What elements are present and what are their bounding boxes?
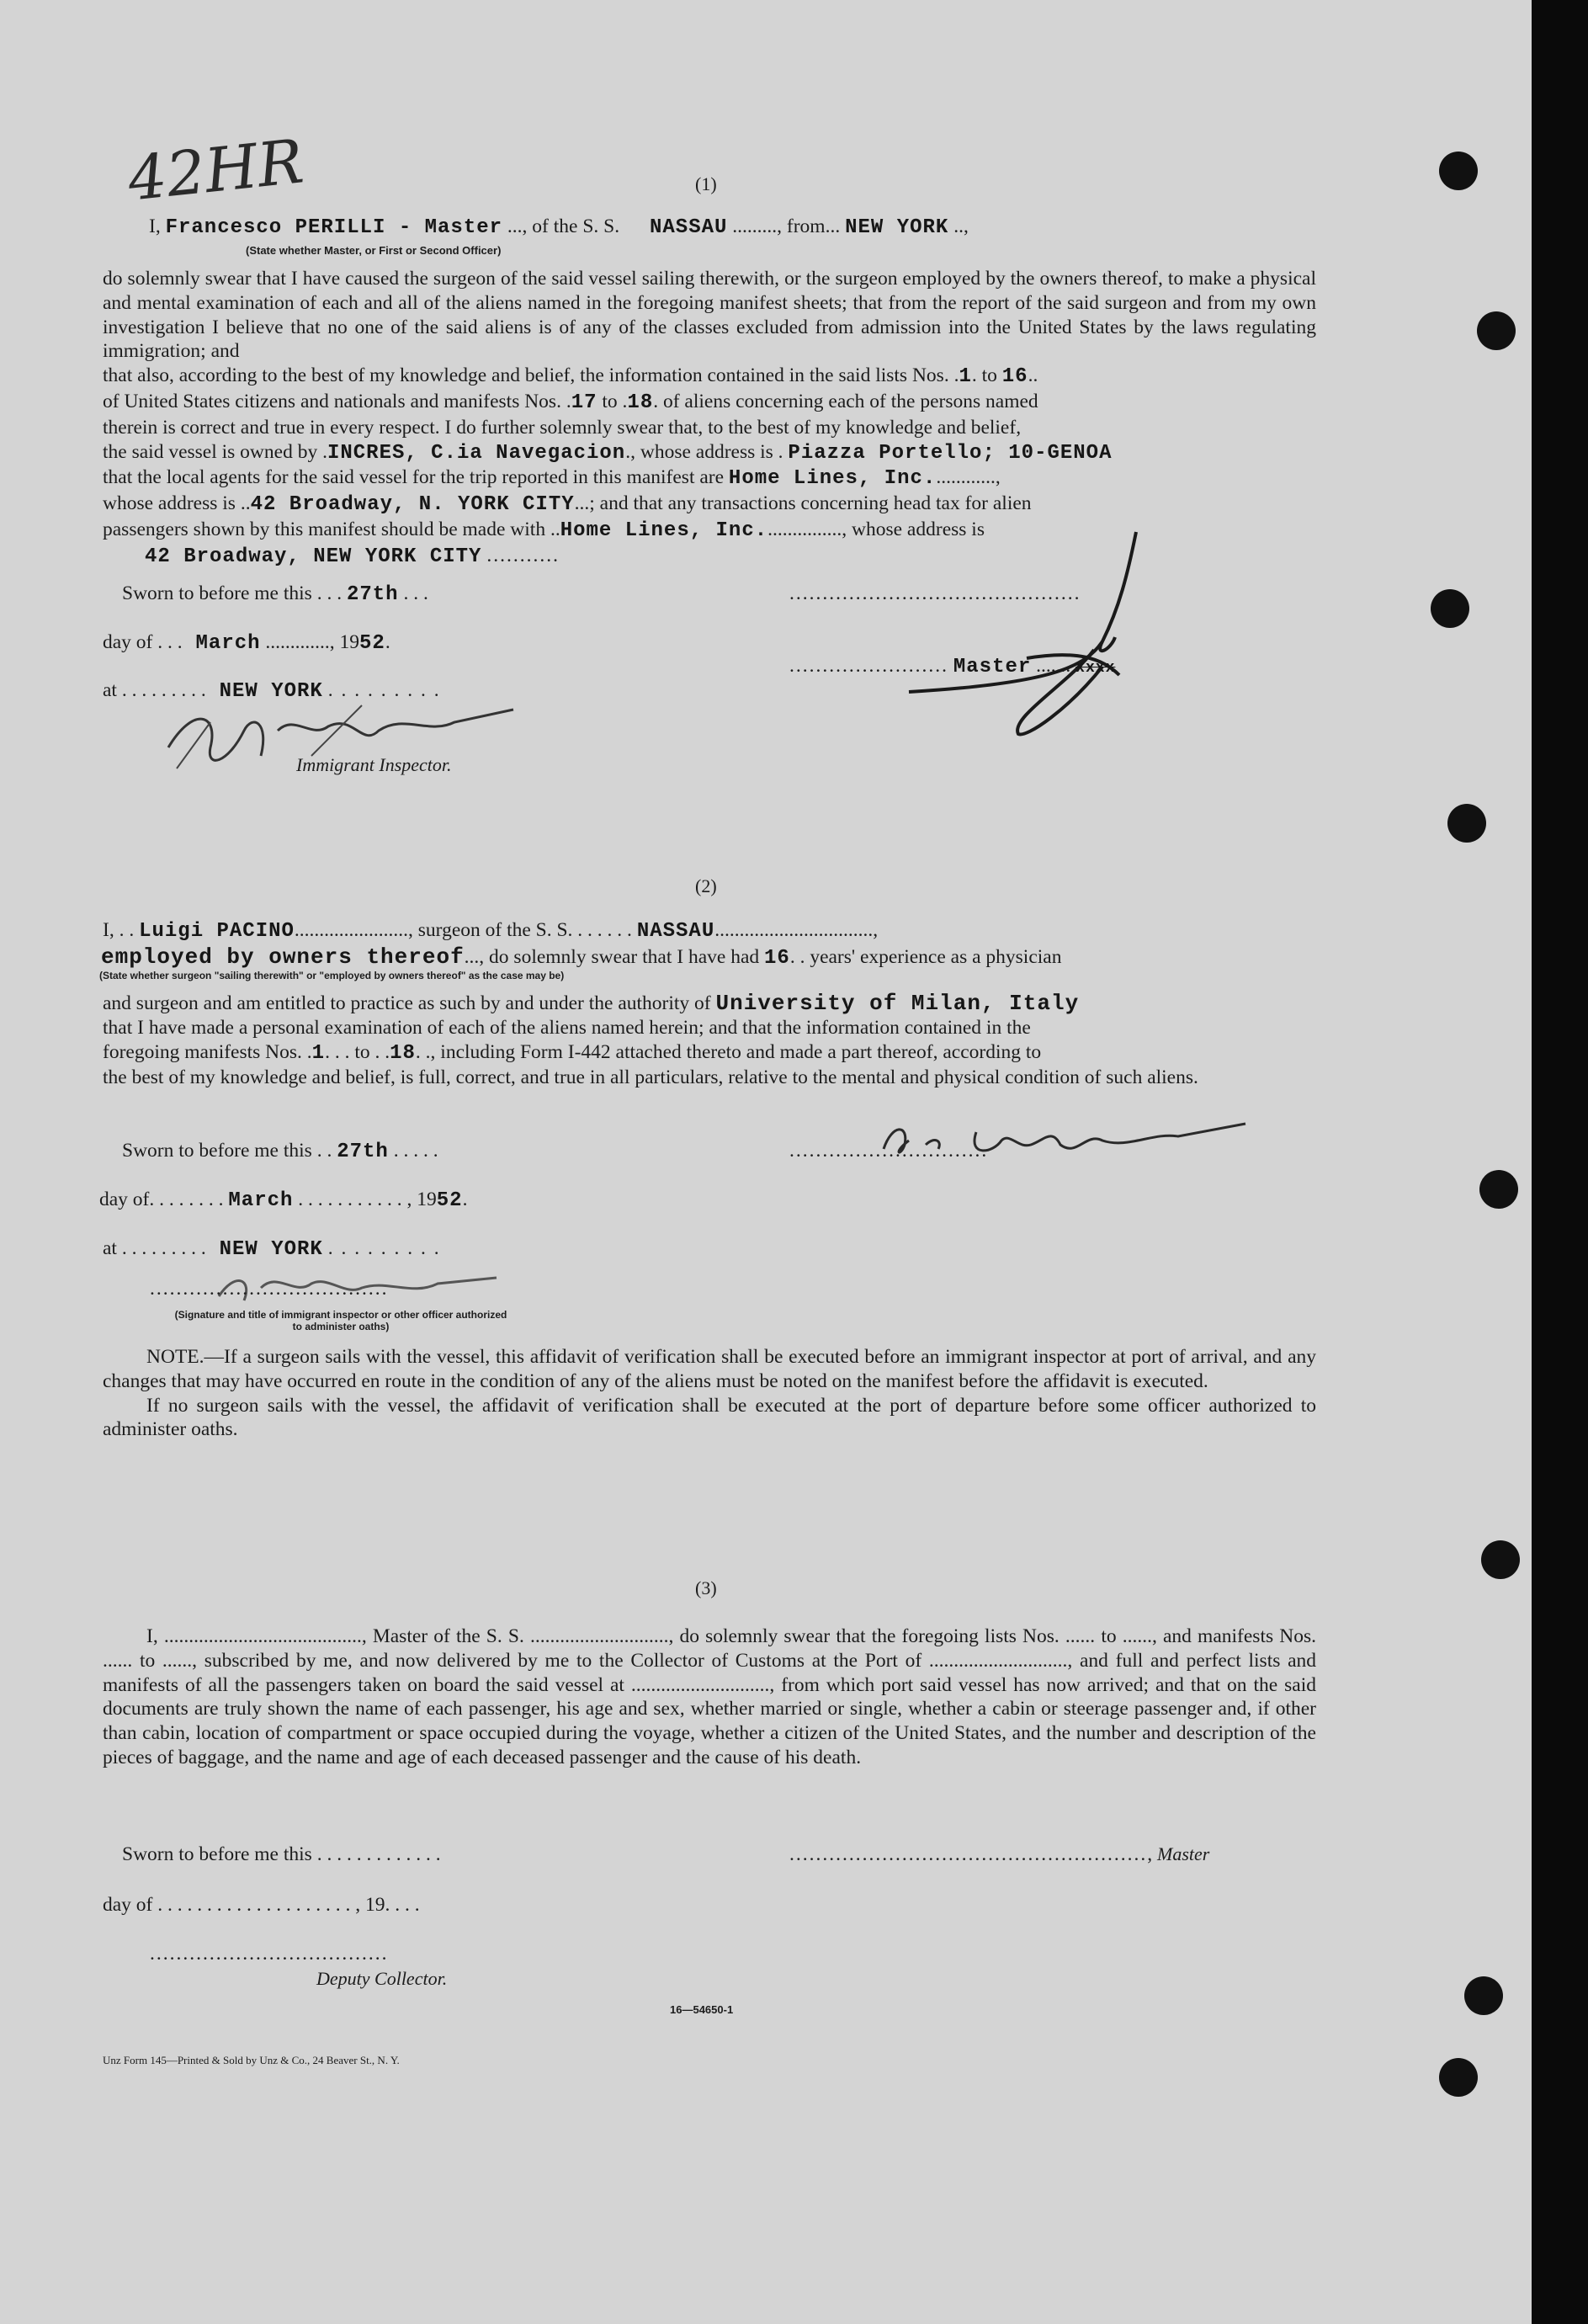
at-line-1: at . . . . . . . . . NEW YORK . . . . . . . . . bbox=[103, 679, 441, 703]
at-line-2: at . . . . . . . . . NEW YORK . . . . . . . . . bbox=[103, 1237, 441, 1261]
authority: University of Milan, Italy bbox=[715, 991, 1080, 1016]
head-tax-line: passengers shown by this manifest should be made with ..Home Lines, Inc................, whose address is bbox=[103, 518, 985, 542]
master-sig-line: ........................ Master ....... xxxx bbox=[789, 655, 1116, 678]
month-2: March bbox=[228, 1189, 294, 1212]
section-3-body bbox=[103, 1625, 1316, 1770]
binder-hole bbox=[1439, 2058, 1478, 2097]
binder-hole bbox=[1431, 589, 1469, 628]
section-2-number: (2) bbox=[695, 875, 717, 896]
place-2: NEW YORK bbox=[219, 1238, 323, 1261]
collector-paragraph: I, ........................................, Master of the S. S. ............................, do solemnly swear that the foregoing lists Nos. ...... to ......, and manifests Nos. ...... to ......, subscribed by me, and now delivered by me to the Collector of Customs at the Port of ............................, and full and perfect lists and manifests of all the passengers taken on board the said vessel at ............................, from which port said vessel has now arrived; and that on the said documents are truly shown the name of each passenger, his age and sex, whether married or single, whether a cabin or steerage passenger and, if other than cabin, location of compartment or space occupied during the voyage, whether a citizen of the United States, and the number and description of the pieces of baggage, and the name and age of each deceased passenger and the cause of his death. bbox=[103, 1625, 1316, 1768]
manifests-to-2: 18 bbox=[390, 1041, 416, 1065]
employment-line: employed by owners thereof..., do solemnly swear that I have had 16. . years' experience as a physician bbox=[101, 944, 1062, 970]
from-port: NEW YORK bbox=[845, 216, 949, 239]
prefix: I, bbox=[149, 215, 161, 237]
knowledge-paragraph: the best of my knowledge and belief, is full, correct, and true in all particulars, relative to the mental and physical condition of such aliens. bbox=[103, 1066, 1198, 1089]
examination-line: that I have made a personal examination of each of the aliens named herein; and that the information contained in the bbox=[103, 1016, 1031, 1039]
section-3-number: (3) bbox=[695, 1577, 717, 1598]
sworn-day: 27th bbox=[346, 583, 399, 606]
place: NEW YORK bbox=[219, 680, 323, 703]
day-of-line-3: day of . . . . . . . . . . . . . . . . . . . . , 19. . . . bbox=[103, 1894, 420, 1916]
binder-hole bbox=[1481, 1540, 1520, 1579]
master-caption-3: Master bbox=[1157, 1843, 1210, 1864]
binder-hole bbox=[1447, 804, 1486, 843]
final-address: 42 Broadway, NEW YORK CITY bbox=[145, 545, 482, 568]
agents-line: that the local agents for the said vessel for the trip reported in this manifest are Home Lines, Inc............., bbox=[103, 466, 1001, 491]
master-oath-line bbox=[149, 215, 969, 239]
manifests-from: 17 bbox=[571, 391, 597, 414]
note-paragraph-2: If no surgeon sails with the vessel, the affidavit of verification shall be executed at the port of departure before some officer authorized to administer oaths. bbox=[103, 1394, 1316, 1441]
form-code: 16—54650-1 bbox=[670, 2003, 734, 2016]
agents-address: 42 Broadway, N. YORK CITY bbox=[250, 493, 575, 517]
final-address-line: 42 Broadway, NEW YORK CITY ........... bbox=[145, 544, 560, 568]
authority-line: and surgeon and am entitled to practice as such by and under the authority of University of Milan, Italy bbox=[103, 991, 1080, 1016]
collector-caption: Deputy Collector. bbox=[316, 1968, 448, 1989]
binder-hole bbox=[1464, 1976, 1503, 2015]
year-2: 52 bbox=[436, 1189, 463, 1212]
owner-name: INCRES, C.ia Navegacion bbox=[327, 441, 626, 465]
note-paragraph-1: NOTE.—If a surgeon sails with the vessel, this affidavit of verification shall be executed before an immigrant inspector at port of arrival, and any changes that may have occurred en route in the condition of any of the aliens must be noted on the manifest before the affidavit is executed. bbox=[103, 1346, 1316, 1392]
owner-address: Piazza Portello; 10-GENOA bbox=[788, 441, 1113, 465]
sworn-line-2: Sworn to before me this . . 27th . . . . . bbox=[122, 1140, 438, 1163]
manifests-line-2: foregoing manifests Nos. .1. . . to . .18. ., including Form I-442 attached thereto and made a part thereof, according to bbox=[103, 1040, 1042, 1065]
lists-line: that also, according to the best of my knowledge and belief, the information contained in the said lists Nos. .1. to 16.. bbox=[103, 364, 1038, 389]
master-name: Francesco PERILLI - Master bbox=[165, 216, 503, 239]
lists-to: 16 bbox=[1001, 365, 1028, 389]
year: 52 bbox=[359, 632, 385, 655]
agents-name: Home Lines, Inc. bbox=[728, 467, 937, 491]
master-signature bbox=[900, 524, 1187, 742]
section-2-note bbox=[103, 1345, 1316, 1442]
surgeon-sig-line: .............................. bbox=[789, 1140, 989, 1162]
binder-hole bbox=[1477, 311, 1516, 350]
line-end: .., bbox=[953, 215, 969, 237]
struck-out-title: xxxx bbox=[1075, 660, 1116, 677]
manifests-line: of United States citizens and nationals and manifests Nos. .17 to .18. of aliens concerning each of the persons named bbox=[103, 390, 1038, 414]
month: March bbox=[195, 632, 261, 655]
owner-line: the said vessel is owned by .INCRES, C.ia Navegacion., whose address is . Piazza Portello; 10-GENOA bbox=[103, 440, 1113, 465]
binder-hole bbox=[1479, 1170, 1518, 1209]
from-label: ........., from... bbox=[732, 215, 841, 237]
collector-sig-line: .................................... bbox=[150, 1943, 389, 1965]
employment-status: employed by owners thereof bbox=[101, 944, 465, 970]
sworn-day-2: 27th bbox=[337, 1141, 389, 1163]
binder-hole bbox=[1439, 152, 1478, 190]
master-line-3: ......................................................, Master bbox=[789, 1843, 1210, 1865]
section-2-body bbox=[103, 992, 1316, 1090]
margin-note: 42HR bbox=[125, 125, 307, 215]
years-experience: 16 bbox=[764, 947, 790, 970]
day-of-line-2: day of. . . . . . . . March . . . . . . . . . . . , 1952. bbox=[99, 1189, 468, 1212]
role-note: (State whether Master, or First or Second Officer) bbox=[246, 244, 502, 257]
sworn-line-3: Sworn to before me this . . . . . . . . . . . . . bbox=[122, 1843, 441, 1865]
surgeon-name: Luigi PACINO bbox=[139, 920, 295, 943]
scan-border bbox=[1532, 0, 1588, 2324]
vessel-name: NASSAU bbox=[649, 216, 728, 239]
surgeon-note: (State whether surgeon "sailing therewith" or "employed by owners thereof" as the case may be) bbox=[99, 970, 565, 981]
surgeon-oath-line: I, . . Luigi PACINO......................., surgeon of the S. S. . . . . . . NASSAU................................, bbox=[103, 919, 879, 943]
inspector-sig-line-2: .................................... bbox=[150, 1278, 389, 1300]
head-tax-with: Home Lines, Inc. bbox=[560, 519, 768, 542]
master-title: Master bbox=[953, 656, 1032, 678]
master-sig-line-top: ............................................ bbox=[789, 582, 1081, 604]
therein-line: therein is correct and true in every respect. I do further solemnly swear that, to the best of my knowledge and belief, bbox=[103, 416, 1022, 439]
sworn-line-1: Sworn to before me this . . . 27th . . . bbox=[122, 582, 428, 606]
of-ss-label: ..., of the S. S. bbox=[507, 215, 620, 237]
manifests-from-2: 1 bbox=[311, 1041, 326, 1065]
inspector-caption: Immigrant Inspector. bbox=[296, 754, 452, 775]
printer-line: Unz Form 145—Printed & Sold by Unz & Co., 24 Beaver St., N. Y. bbox=[103, 2054, 400, 2066]
surgeon-signature bbox=[875, 1107, 1262, 1174]
lists-from: 1 bbox=[959, 365, 972, 389]
surgeon-vessel: NASSAU bbox=[636, 920, 715, 943]
manifests-to: 18 bbox=[627, 391, 654, 414]
day-of-line-1: day of . . . March ............., 1952. bbox=[103, 631, 390, 655]
agents-address-line: whose address is ..42 Broadway, N. YORK CITY...; and that any transactions concerning head tax for alien bbox=[103, 492, 1032, 517]
inspector-caption-2: (Signature and title of immigrant inspector or other officer authorized to administer oaths) bbox=[174, 1309, 507, 1332]
oath-paragraph: do solemnly swear that I have caused the surgeon of the said vessel sailing therewith, or the surgeon employed by the owners thereof, to make a physical and mental examination of each and all of the aliens named in the foregoing manifest sheets; that from the report of the said surgeon and from my own investigation I believe that no one of the said aliens is of any of the classes excluded from admission into the United States by the laws regulating immigration; and bbox=[103, 268, 1316, 363]
section-1-number: (1) bbox=[695, 173, 717, 194]
